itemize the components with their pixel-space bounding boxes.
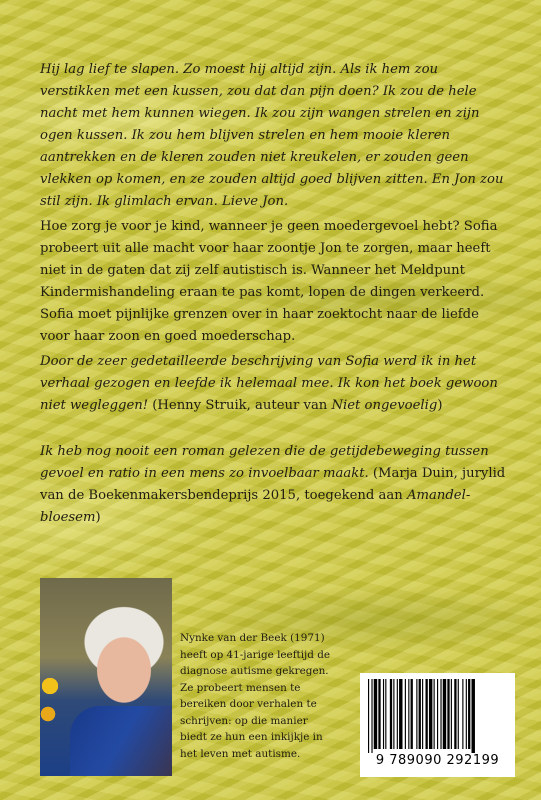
- synopsis-paragraph: Hoe zorg je voor je kind, wanneer je geen moedergevoel hebt? Sofia probeert uit alle macht voor haar zoontje Jon te zorgen, maar heeft niet in de gaten dat zij zelf autistisch is. Wanneer het Meldpunt Kindermishandeling eraan te pas komt, lopen de dingen verkeerd. Sofia moet pijnlijke grenzen over in haar zoektocht naar de liefde voor haar zoon en goed moederschap.: [40, 219, 498, 344]
- review-attribution-end: ): [437, 398, 443, 413]
- barcode-bar: [374, 679, 377, 749]
- excerpt-paragraph: Hij lag lief te slapen. Zo moest hij altijd zijn. Als ik hem zou verstikken met een kussen, zou dat dan pijn doen? Ik zou de hele nacht met hem kunnen wiegen. Ik zou zijn wangen strelen en zijn ogen kussen. Ik zou hem blijven strelen en hem mooie kleren aantrekken en de kleren zouden niet kreukelen, er zouden geen vlekken op komen, en ze zouden altijd goed blijven zitten. En Jon zou stil zijn. Ik glimlach ervan. Lieve Jon.: [40, 62, 504, 209]
- barcode-bar: [462, 679, 463, 749]
- review-attribution: (Marja Duin, jurylid van de Boekenmakersbendeprijs 2015, toegekend aan: [40, 466, 506, 503]
- barcode-bar: [371, 679, 372, 753]
- review-book-title: Niet ongevoelig: [331, 398, 438, 413]
- barcode-bar: [405, 679, 406, 749]
- barcode-bar: [440, 679, 441, 749]
- barcode-bar: [472, 679, 475, 753]
- barcode-bar: [390, 679, 392, 749]
- barcode-bar: [408, 679, 409, 749]
- barcode-bar: [383, 679, 384, 749]
- barcode-isbn: 9 789090 292199: [375, 753, 500, 768]
- barcode-bar: [378, 679, 380, 749]
- barcode-bar: [393, 679, 394, 749]
- barcode: [360, 673, 515, 777]
- barcode-bar: [451, 679, 452, 749]
- review-marja-duin: [40, 441, 506, 529]
- flowers-decoration: [40, 666, 62, 736]
- barcode-bar: [458, 679, 459, 749]
- barcode-bar: [368, 679, 369, 753]
- barcode-bar: [443, 679, 446, 749]
- barcode-bars: [368, 679, 507, 753]
- barcode-bar: [429, 679, 432, 749]
- barcode-bar: [419, 679, 421, 749]
- author-bio: Nynke van der Beek (1971) heeft op 41-jarige leeftijd de diagnose autisme gekregen. Ze probeert mensen te bereiken door verhalen te schrijven: op die manier biedt ze hun een inkijkje in het leven met autisme.: [180, 632, 331, 760]
- barcode-bar: [397, 679, 398, 749]
- barcode-bar: [468, 679, 470, 749]
- barcode-bar: [416, 679, 417, 749]
- barcode-bar: [454, 679, 456, 749]
- barcode-bar: [437, 679, 438, 749]
- barcode-bar: [426, 679, 428, 749]
- barcode-bar: [434, 679, 435, 749]
- barcode-bar: [447, 679, 449, 749]
- review-attribution-end: ): [95, 510, 101, 525]
- shawl-decoration: [70, 706, 172, 776]
- review-quote: Ik heb nog nooit een roman gelezen die de getijdebeweging tussen gevoel en ratio in een mens zo invoelbaar maakt.: [40, 444, 489, 481]
- author-photo: [40, 578, 172, 776]
- barcode-bar: [411, 679, 413, 749]
- barcode-bar: [466, 679, 467, 749]
- review-attribution: (Henny Struik, auteur van: [148, 398, 332, 413]
- review-henny-struik: [40, 351, 506, 417]
- review-quote: Door de zeer gedetailleerde beschrijving van Sofia werd ik in het verhaal gezogen en leefde ik helemaal mee. Ik kon het boek gewoon niet wegleggen!: [40, 354, 498, 413]
- barcode-bar: [422, 679, 423, 749]
- barcode-bar: [385, 679, 386, 749]
- review-book-title: Amandel-bloesem: [40, 488, 471, 525]
- barcode-bar: [399, 679, 402, 749]
